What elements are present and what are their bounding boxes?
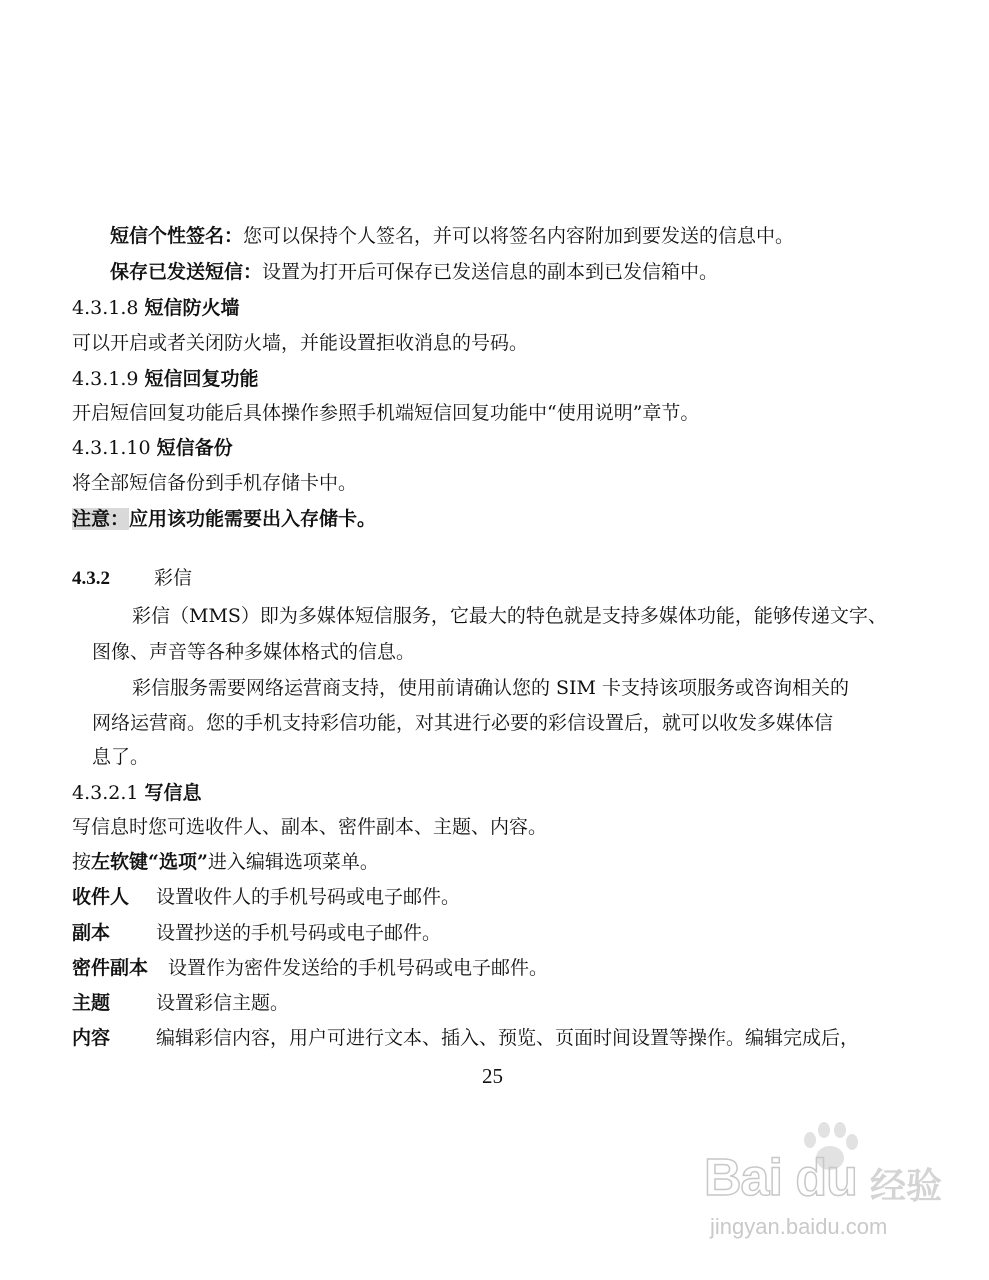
text-post: 进入编辑选项菜单。: [207, 851, 379, 873]
term-label: 短信个性签名：: [110, 225, 244, 247]
options-label: “选项”: [148, 851, 208, 873]
section-title: 短信备份: [156, 437, 233, 459]
note-text: 应用该功能需要出入存储卡。: [129, 508, 377, 530]
section-number: 4.3.2: [72, 568, 110, 589]
def-desc: 设置收件人的手机号码或电子邮件。: [156, 886, 461, 908]
section-title: 彩信: [154, 567, 193, 589]
section-number: 4.3.1.10: [72, 437, 151, 459]
def-term: 收件人: [72, 886, 130, 908]
def-row-cc: [72, 921, 441, 945]
section-heading: [72, 781, 202, 805]
def-desc: 设置彩信主题。: [156, 992, 290, 1014]
paragraph-text: 网络运营商。您的手机支持彩信功能，对其进行必要的彩信设置后，就可以收发多媒体信: [92, 712, 834, 734]
paragraph: [92, 640, 415, 664]
paragraph: [92, 745, 149, 769]
paragraph-text: 可以开启或者关闭防火墙，并能设置拒收消息的号码。: [72, 332, 529, 354]
paragraph-text: 写信息时您可选收件人、副本、密件副本、主题、内容。: [72, 816, 548, 838]
section-title: 写信息: [144, 782, 202, 804]
left-softkey-label: 左软键: [91, 851, 149, 873]
def-term: 内容: [72, 1027, 111, 1049]
term-label: 保存已发送短信：: [110, 261, 263, 283]
setting-save-sent: [110, 260, 718, 284]
section-number: 4.3.2.1: [72, 782, 139, 804]
section-heading: [72, 436, 233, 460]
watermark-cn: 经验: [870, 1166, 943, 1207]
section-heading: [72, 296, 240, 320]
def-term: 主题: [72, 992, 111, 1014]
section-number: 4.3.1.8: [72, 297, 139, 319]
def-desc: 设置作为密件发送给的手机号码或电子邮件。: [168, 957, 549, 979]
paragraph-text: 息了。: [92, 746, 150, 768]
def-desc: 编辑彩信内容，用户可进行文本、插入、预览、页面时间设置等操作。编辑完成后，: [156, 1027, 860, 1049]
paragraph-text: 开启短信回复功能后具体操作参照手机端短信回复功能中“使用说明”章节。: [72, 402, 700, 424]
def-row-subject: [72, 991, 289, 1015]
def-desc: 设置抄送的手机号码或电子邮件。: [156, 922, 442, 944]
note: [72, 507, 376, 531]
setting-signature: [110, 224, 794, 248]
def-row-bcc: [72, 956, 548, 980]
def-row-recipient: [72, 885, 460, 909]
paragraph: [72, 331, 528, 355]
watermark-brand: Bai du: [704, 1149, 857, 1207]
paragraph: [92, 711, 833, 735]
section-heading: [72, 367, 259, 391]
paragraph: [72, 850, 379, 874]
section-number: 4.3.1.9: [72, 368, 139, 390]
paragraph: [72, 815, 547, 839]
term-desc: 设置为打开后可保存已发送信息的副本到已发信箱中。: [262, 261, 719, 283]
paragraph-text: 将全部短信备份到手机存储卡中。: [72, 472, 358, 494]
def-term: 密件副本: [72, 957, 149, 979]
def-row-content: [72, 1026, 859, 1050]
paragraph: [132, 676, 849, 700]
text-pre: 按: [72, 851, 92, 873]
section-title: 短信防火墙: [144, 297, 240, 319]
watermark-url: jingyan.baidu.com: [710, 1214, 888, 1239]
paragraph: [132, 604, 887, 628]
term-desc: 您可以保持个人签名，并可以将签名内容附加到要发送的信息中。: [243, 225, 795, 247]
paragraph: [72, 401, 699, 425]
section-title: 短信回复功能: [144, 368, 259, 390]
page-number: 25: [482, 1064, 503, 1088]
baidu-watermark: [700, 1118, 950, 1248]
paragraph-text: 彩信服务需要网络运营商支持，使用前请确认您的 SIM 卡支持该项服务或咨询相关的: [132, 677, 850, 699]
paragraph: [72, 471, 357, 495]
def-term: 副本: [72, 922, 111, 944]
paragraph-text: 图像、声音等各种多媒体格式的信息。: [92, 641, 416, 663]
note-label: 注意：: [72, 508, 130, 530]
section-heading-major: [72, 566, 192, 591]
paragraph-text: 彩信（MMS）即为多媒体短信服务，它最大的特色就是支持多媒体功能，能够传递文字、: [132, 605, 887, 627]
